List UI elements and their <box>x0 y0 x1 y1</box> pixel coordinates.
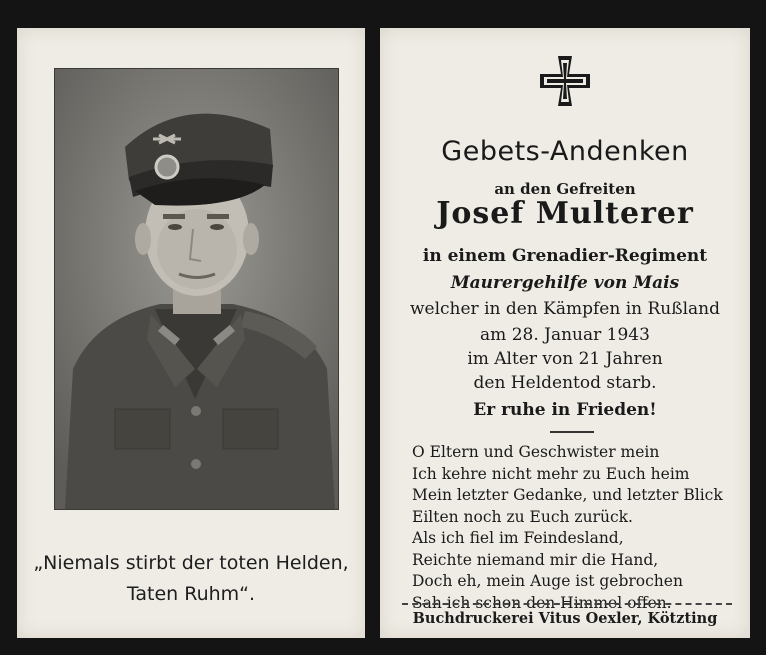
poem-line: Doch eh, mein Auge ist gebrochen <box>412 572 683 590</box>
poem-line: Eilten noch zu Euch zurück. <box>412 507 633 526</box>
date-line: am 28. Januar 1943 <box>480 325 650 345</box>
occupation-line: Maurergehilfe von Mais <box>450 273 680 293</box>
printer-credit: Buchdruckerei Vitus Oexler, Kötzting <box>412 610 718 627</box>
poem-line: O Eltern und Geschwister mein <box>412 443 660 461</box>
dashed-divider <box>402 603 732 605</box>
motto <box>17 548 365 610</box>
poem-line: Ich kehre nicht mehr zu Euch heim <box>412 464 690 483</box>
divider-rule <box>550 431 594 433</box>
poem-line: Mein letzter Gedanke, und letzter Blick <box>412 486 723 504</box>
poem-line: Sah ich schon den Himmel offen. <box>412 593 672 612</box>
portrait-illustration <box>55 69 338 509</box>
left-card <box>17 28 365 638</box>
poem-line: Als ich fiel im Feindesland, <box>412 529 624 547</box>
intro-line: an den Gefreiten <box>494 180 636 198</box>
motto-line-1: „Niemals stirbt der toten Helden, <box>33 552 349 574</box>
poem-line: Reichte niemand mir die Hand, <box>412 550 659 569</box>
iron-cross-icon <box>538 54 592 108</box>
fight-line: welcher in den Kämpfen in Rußland <box>409 299 721 319</box>
age-line: im Alter von 21 Jahren <box>467 349 663 369</box>
motto-line-2: Taten Ruhm“. <box>126 583 256 605</box>
unit-line: in einem Grenadier-Regiment <box>422 246 708 266</box>
death-line: den Heldentod starb. <box>473 373 657 393</box>
rest-in-peace-line: Er ruhe in Frieden! <box>473 400 657 420</box>
card-title: Gebets-Andenken <box>441 136 689 167</box>
right-card <box>380 28 750 638</box>
poem <box>412 442 742 614</box>
soldier-portrait-photo <box>55 69 338 509</box>
deceased-name: Josef Multerer <box>436 196 694 231</box>
